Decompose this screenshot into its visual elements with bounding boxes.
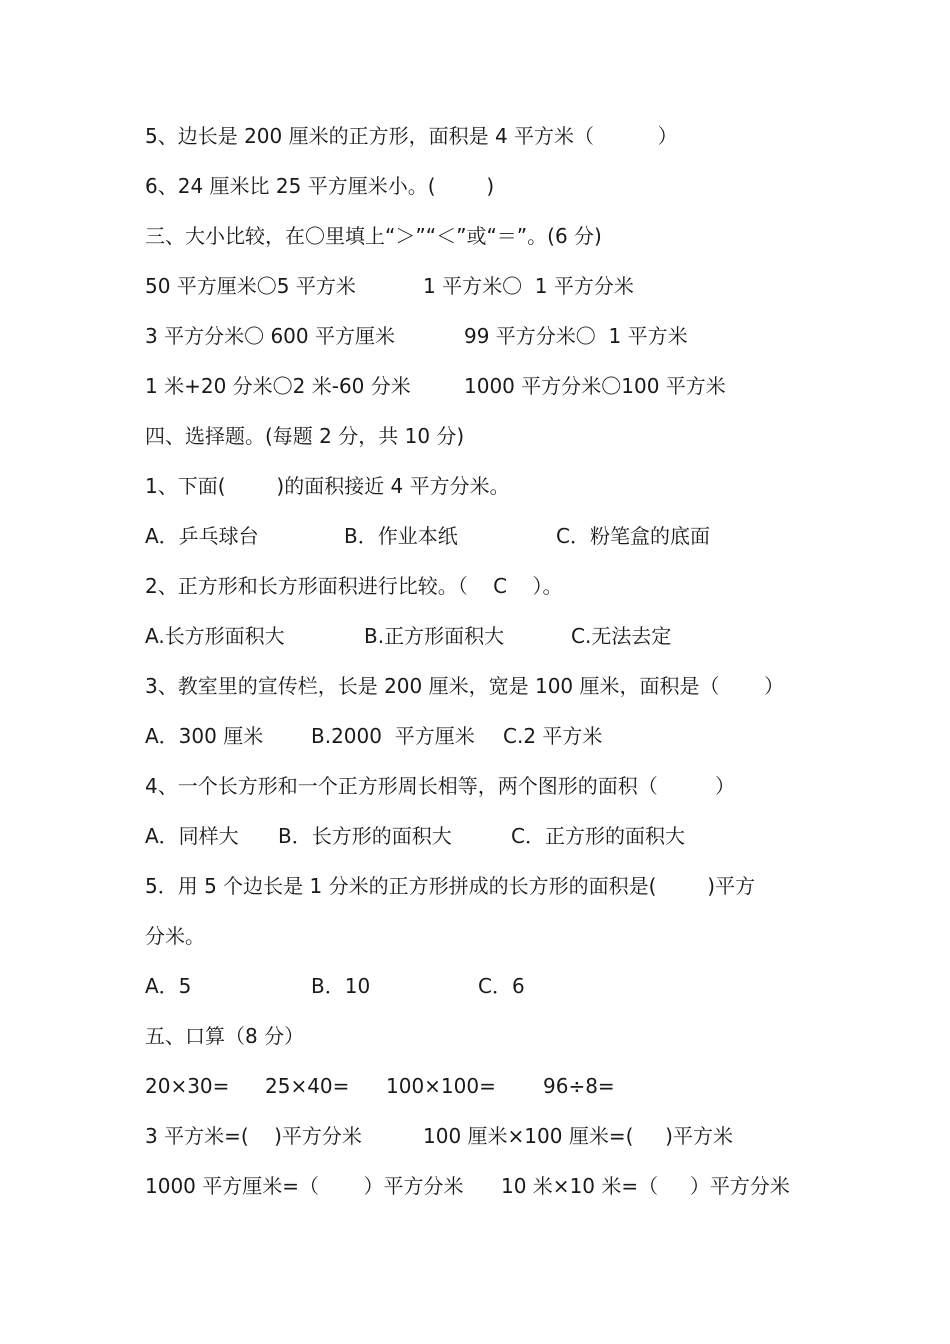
math-item: 96÷8= [543,1074,615,1098]
choice-question-3: 3、教室里的宣传栏，长是 200 厘米，宽是 100 厘米，面积是（ ） [145,674,785,698]
option-a: A．乒乓球台 [145,524,259,548]
mental-math-row-2 [145,1121,733,1151]
option-a: A.长方形面积大 [145,624,285,648]
mental-math-row-3 [145,1171,790,1201]
choice-question-1: 1、下面( )的面积接近 4 平方分米。 [145,474,510,498]
choice-options-3 [145,721,603,751]
option-c: C．粉笔盒的底面 [556,524,710,548]
math-item: 10 米×10 米=（ ）平方分米 [501,1174,790,1198]
choice-options-1 [145,521,710,551]
option-a: A．5 [145,974,192,998]
choice-question-2: 2、正方形和长方形面积进行比较。（ C ）。 [145,574,563,598]
math-item: 3 平方米=( )平方分米 [145,1124,362,1148]
compare-row-2 [145,321,688,351]
compare-item: 50 平方厘米〇5 平方米 [145,274,356,298]
option-c: C．正方形的面积大 [511,824,685,848]
option-a: A．300 厘米 [145,724,264,748]
choice-options-2 [145,621,672,651]
math-item: 25×40= [265,1074,350,1098]
question-6-comparison: 6、24 厘米比 25 平方厘米小。( ) [145,174,495,198]
choice-question-4: 4、一个长方形和一个正方形周长相等，两个图形的面积（ ） [145,774,735,798]
option-a: A．同样大 [145,824,239,848]
option-b: B．长方形的面积大 [278,824,452,848]
compare-item: 1 平方米〇 1 平方分米 [423,274,634,298]
option-b: B.正方形面积大 [364,624,505,648]
option-b: B.2000 平方厘米 [311,724,475,748]
option-b: B．10 [311,974,371,998]
compare-item: 1 米+20 分米〇2 米-60 分米 [145,374,411,398]
question-5-area: 5、边长是 200 厘米的正方形，面积是 4 平方米（ ） [145,124,678,148]
math-item: 100 厘米×100 厘米=( )平方米 [423,1124,733,1148]
math-item: 1000 平方厘米=（ ）平方分米 [145,1174,464,1198]
section-4-heading: 四、选择题。(每题 2 分，共 10 分) [145,424,465,448]
compare-item: 99 平方分米〇 1 平方米 [464,324,688,348]
option-c: C．6 [478,974,525,998]
choice-options-5 [145,971,525,1001]
compare-row-1 [145,271,634,301]
compare-item: 1000 平方分米〇100 平方米 [464,374,726,398]
choice-options-4 [145,821,685,851]
section-3-heading: 三、大小比较，在〇里填上“＞”“＜”或“＝”。(6 分) [145,224,602,248]
mental-math-row-1 [145,1071,615,1101]
compare-item: 3 平方分米〇 600 平方厘米 [145,324,395,348]
choice-question-5: 5．用 5 个边长是 1 分米的正方形拼成的长方形的面积是( )平方 [145,874,756,898]
option-c: C.无法去定 [571,624,672,648]
section-5-heading: 五、口算（8 分） [145,1024,305,1048]
compare-row-3 [145,371,726,401]
option-c: C.2 平方米 [503,724,603,748]
choice-question-5-continued: 分米。 [145,924,205,948]
math-item: 20×30= [145,1074,230,1098]
math-item: 100×100= [386,1074,496,1098]
option-b: B．作业本纸 [344,524,458,548]
